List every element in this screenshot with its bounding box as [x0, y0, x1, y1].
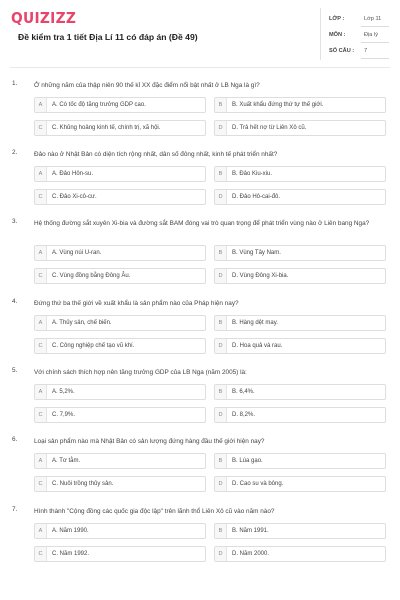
- option-letter-badge: C: [35, 269, 47, 283]
- option-letter-badge: C: [35, 547, 47, 561]
- option-b[interactable]: [214, 523, 386, 539]
- option-text: A. Có tốc độ tăng trưởng GDP cao.: [52, 102, 146, 108]
- option-a[interactable]: [34, 166, 206, 182]
- meta-class-row: [329, 13, 389, 27]
- option-c[interactable]: [34, 407, 206, 423]
- option-b[interactable]: [214, 166, 386, 182]
- option-text: B. Hàng dệt may.: [232, 320, 278, 326]
- option-a[interactable]: [34, 523, 206, 539]
- option-text: B. Lúa gạo.: [232, 458, 263, 464]
- option-letter-badge: C: [35, 408, 47, 422]
- option-text: A. 5,2%.: [52, 389, 75, 395]
- option-text: A. Thủy sản, chế biến.: [52, 320, 112, 326]
- question-number: 6.: [12, 436, 18, 443]
- option-letter-badge: B: [215, 316, 227, 330]
- question-number: 5.: [12, 367, 18, 374]
- option-b[interactable]: [214, 453, 386, 469]
- option-text: C. Vùng đồng bằng Đông Âu.: [52, 273, 131, 279]
- option-d[interactable]: [214, 120, 386, 136]
- option-letter-badge: D: [215, 269, 227, 283]
- option-a[interactable]: [34, 315, 206, 331]
- page-header: [0, 0, 400, 66]
- option-letter-badge: C: [35, 190, 47, 204]
- option-d[interactable]: [214, 476, 386, 492]
- option-letter-badge: C: [35, 339, 47, 353]
- meta-count-row: [329, 45, 389, 59]
- option-text: C. 7,9%.: [52, 412, 76, 418]
- meta-underline: [361, 42, 389, 43]
- option-text: C. Đảo Xi-cô-cư.: [52, 194, 97, 200]
- option-letter-badge: A: [35, 98, 47, 112]
- option-text: A. Năm 1990.: [52, 528, 89, 534]
- option-d[interactable]: [214, 268, 386, 284]
- option-c[interactable]: [34, 476, 206, 492]
- option-text: B. Đảo Kiu-xiu.: [232, 171, 273, 177]
- option-text: C. Năm 1992.: [52, 551, 90, 557]
- meta-underline: [361, 58, 389, 59]
- question-number: 2.: [12, 149, 18, 156]
- option-letter-badge: B: [215, 167, 227, 181]
- header-divider: [320, 8, 321, 60]
- question-text: Ở những năm của thập niên 90 thế kỉ XX đặc điểm nổi bật nhất ở LB Nga là gì?: [34, 82, 260, 89]
- page-title: Đề kiểm tra 1 tiết Địa Lí 11 có đáp án (Đề 49): [18, 32, 198, 42]
- option-c[interactable]: [34, 189, 206, 205]
- meta-class-value: Lớp 11: [364, 16, 382, 22]
- option-text: D. 8,2%.: [232, 412, 256, 418]
- question-text: Đứng thứ ba thế giới về xuất khẩu là sản phẩm nào của Pháp hiện nay?: [34, 300, 239, 307]
- option-letter-badge: B: [215, 98, 227, 112]
- quizizz-logo: QUIZIZZ: [11, 9, 77, 27]
- option-text: C. Nuôi trồng thủy sản.: [52, 481, 114, 487]
- question-number: 7.: [12, 506, 18, 513]
- option-b[interactable]: [214, 315, 386, 331]
- option-letter-badge: A: [35, 246, 47, 260]
- option-letter-badge: D: [215, 190, 227, 204]
- option-letter-badge: B: [215, 246, 227, 260]
- option-d[interactable]: [214, 407, 386, 423]
- option-text: C. Công nghiệp chế tạo vũ khí.: [52, 343, 135, 349]
- option-text: B. Vùng Tây Nam.: [232, 250, 281, 256]
- option-a[interactable]: [34, 97, 206, 113]
- option-letter-badge: C: [35, 121, 47, 135]
- option-text: D. Cao su và bông.: [232, 481, 284, 487]
- question-number: 4.: [12, 298, 18, 305]
- option-letter-badge: D: [215, 339, 227, 353]
- option-d[interactable]: [214, 189, 386, 205]
- option-c[interactable]: [34, 338, 206, 354]
- option-a[interactable]: [34, 453, 206, 469]
- question-number: 1.: [12, 80, 18, 87]
- option-letter-badge: A: [35, 524, 47, 538]
- meta-subject-value: Địa lý: [364, 32, 378, 38]
- option-c[interactable]: [34, 546, 206, 562]
- option-text: A. Vùng núi U-ran.: [52, 250, 102, 256]
- option-letter-badge: A: [35, 316, 47, 330]
- meta-count-value: 7: [364, 48, 368, 54]
- option-text: D. Năm 2000.: [232, 551, 270, 557]
- question-text: Đảo nào ở Nhật Bản có diện tích rộng nhất, dân số đông nhất, kinh tế phát triển nhất?: [34, 151, 278, 158]
- meta-underline: [361, 26, 389, 27]
- option-text: B. Xuất khẩu đứng thứ tự thế giới.: [232, 102, 324, 108]
- option-letter-badge: D: [215, 547, 227, 561]
- question-text: Hệ thống đường sắt xuyên Xi-bia và đường sắt BAM đóng vai trò quan trọng để phát triển vùng nào ở Liên bang Nga?: [34, 220, 370, 227]
- question-text: Với chính sách thích hợp nên tăng trưởng GDP của LB Nga (năm 2005) là:: [34, 369, 247, 376]
- question-number: 3.: [12, 218, 18, 225]
- option-letter-badge: D: [215, 477, 227, 491]
- option-a[interactable]: [34, 384, 206, 400]
- option-text: D. Vùng Đông Xi-bia.: [232, 273, 289, 279]
- option-text: A. Đảo Hôn-su.: [52, 171, 94, 177]
- option-letter-badge: B: [215, 524, 227, 538]
- option-b[interactable]: [214, 384, 386, 400]
- option-a[interactable]: [34, 245, 206, 261]
- option-letter-badge: B: [215, 454, 227, 468]
- question-text: Hình thành "Cộng đồng các quốc gia độc lập" trên lãnh thổ Liên Xô cũ vào năm nào?: [34, 508, 275, 515]
- meta-subject-label: MÔN :: [329, 32, 346, 38]
- option-text: B. 6,4%.: [232, 389, 255, 395]
- header-rule: [10, 67, 390, 68]
- option-d[interactable]: [214, 546, 386, 562]
- question-text: Loại sản phẩm nào mà Nhật Bản có sản lượng đứng hàng đầu thế giới hiện nay?: [34, 438, 265, 445]
- option-text: D. Hoa quả và rau.: [232, 343, 283, 349]
- option-text: B. Năm 1991.: [232, 528, 269, 534]
- option-letter-badge: C: [35, 477, 47, 491]
- option-letter-badge: A: [35, 385, 47, 399]
- meta-class-label: LỚP :: [329, 16, 345, 22]
- option-text: A. Tơ tằm.: [52, 458, 81, 464]
- option-b[interactable]: [214, 245, 386, 261]
- option-text: D. Trả hết nợ từ Liên Xô cũ.: [232, 125, 307, 131]
- option-c[interactable]: [34, 268, 206, 284]
- option-text: C. Khủng hoảng kinh tế, chính trị, xã hội.: [52, 125, 161, 131]
- option-b[interactable]: [214, 97, 386, 113]
- option-letter-badge: D: [215, 121, 227, 135]
- option-c[interactable]: [34, 120, 206, 136]
- meta-subject-row: [329, 29, 389, 43]
- meta-count-label: SỐ CÂU :: [329, 48, 355, 54]
- option-d[interactable]: [214, 338, 386, 354]
- option-letter-badge: B: [215, 385, 227, 399]
- option-letter-badge: D: [215, 408, 227, 422]
- option-letter-badge: A: [35, 454, 47, 468]
- option-text: D. Đảo Hô-cai-đô.: [232, 194, 281, 200]
- option-letter-badge: A: [35, 167, 47, 181]
